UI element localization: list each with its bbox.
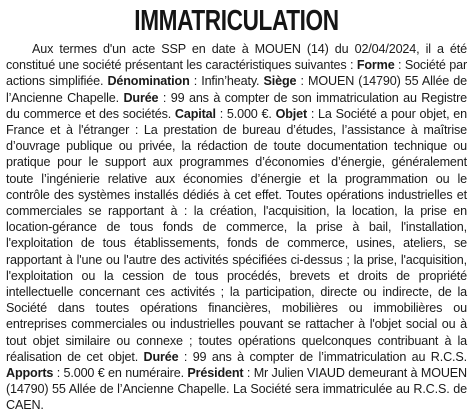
siege-label: Siège: [263, 74, 297, 89]
notice-title: IMMATRICULATION: [134, 5, 339, 37]
duree-label: Durée: [123, 90, 159, 105]
forme-value: : Société par actions simplifiée.: [6, 58, 467, 89]
denomination-label: Dénomination: [107, 74, 190, 89]
apports-value: : 5.000 € en numéraire.: [53, 366, 188, 381]
intro-text: Aux termes d'un acte SSP en date à MOUEN (14) du 02/04/2024, il a été constitué une société présentant les caractéristiques suivantes :: [6, 42, 467, 73]
duree-rcs-label: Durée: [143, 349, 179, 364]
capital-label: Capital: [174, 106, 216, 121]
capital-value: : 5.000 €.: [215, 106, 276, 121]
objet-value: : La Société a pour objet, en France et à l'étranger : La prestation de bureau d’études, l’assistance à maîtrise d’ouvrage publique ou privée, la rédaction de toute documentation technique ou pratique pour le support aux programmes d’économies d’énergie, généralement toute l’ingénierie relative aux économies d’énergie et la programmation ou le contrôle des systèmes installés dédiés à cet effet. Toutes opérations industrielles et commerciales se rapportant à : la création, l'acquisition, la location, la prise en location-gérance de tous fonds de commerce, la prise à bail, l'installation, l'exploitation de tous établissements, fonds de commerce, usines, ateliers, se rapportant à l'une ou l'autre des activités spécifiées ci-dessus ; la prise, l'acquisition, l'exploitation ou la cession de tous procédés, brevets et droits de propriété intellectuelle concernant ces activités ; la participation, directe ou indirecte, de la Société dans toutes opérations financières, mobilières ou immobilières ou entreprises commerciales ou industrielles pouvant se rattacher à l'objet social ou à tout objet similaire ou connexe ; toutes opérations quelconques contribuant à la réalisation de cet objet.: [6, 106, 467, 364]
notice-body: [6, 41, 467, 414]
president-value: : Mr Julien VIAUD demeurant à MOUEN (14790) 55 Allée de l’Ancienne Chapelle. La Société sera immatriculée au R.C.S. de CAEN.: [6, 366, 467, 413]
apports-label: Apports: [6, 366, 54, 381]
forme-label: Forme: [356, 58, 395, 73]
duree-value: : 99 ans à compter de son immatriculation au Registre du commerce et des sociétés.: [6, 90, 467, 121]
duree-rcs-value: : 99 ans à compter de l’immatriculation au R.C.S.: [178, 349, 467, 364]
denomination-value: : Infin’heaty.: [189, 74, 264, 89]
objet-label: Objet: [275, 106, 307, 121]
president-label: Président: [187, 366, 244, 381]
siege-value: : MOUEN (14790) 55 Allée de l’Ancienne Chapelle.: [6, 74, 467, 105]
